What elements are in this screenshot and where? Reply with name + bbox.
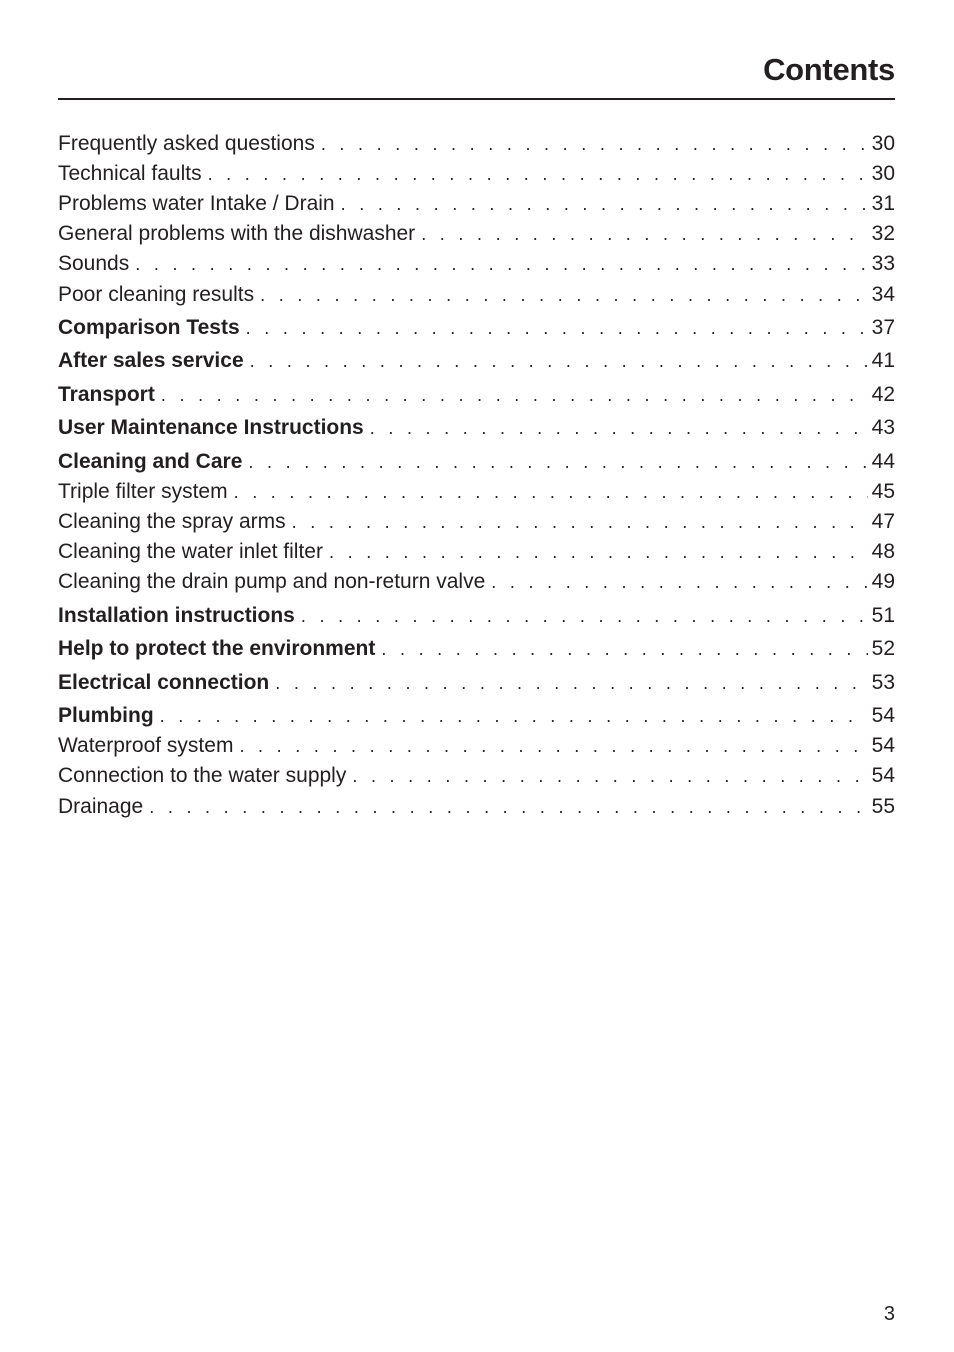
toc-entry-after-sales-service[interactable]: [58, 345, 895, 377]
toc-entry-page: 53: [868, 667, 895, 699]
toc-entry-page: 45: [868, 476, 895, 508]
toc-entry-triple-filter-system[interactable]: [58, 476, 895, 508]
toc-entry-label: Transport: [58, 379, 161, 411]
toc-entry-connection-water-supply[interactable]: [58, 760, 895, 792]
toc-entry-waterproof-system[interactable]: [58, 730, 895, 762]
toc-dot-leader: [321, 128, 868, 160]
toc-entry-transport[interactable]: [58, 379, 895, 411]
toc-entry-label: Problems water Intake / Drain: [58, 188, 341, 220]
toc-entry-label: Plumbing: [58, 700, 160, 732]
toc-entry-installation-instructions[interactable]: [58, 600, 895, 632]
toc-entry-page: 33: [868, 248, 895, 280]
toc-entry-page: 54: [868, 730, 895, 762]
toc-entry-page: 54: [868, 760, 895, 792]
toc-entry-general-problems[interactable]: [58, 218, 895, 250]
toc-entry-sounds[interactable]: [58, 248, 895, 280]
toc-entry-technical-faults[interactable]: [58, 158, 895, 190]
toc-entry-page: 41: [868, 345, 895, 377]
toc-entry-label: Technical faults: [58, 158, 208, 190]
toc-dot-leader: [135, 248, 867, 280]
toc-dot-leader: [421, 218, 867, 250]
toc-entry-page: 51: [868, 600, 895, 632]
toc-dot-leader: [208, 158, 868, 190]
toc-entry-poor-cleaning-results[interactable]: [58, 279, 895, 311]
toc-dot-leader: [250, 345, 868, 377]
toc-entry-label: Sounds: [58, 248, 135, 280]
toc-dot-leader: [292, 506, 868, 538]
toc-entry-drainage[interactable]: [58, 791, 895, 823]
toc-entry-label: Electrical connection: [58, 667, 275, 699]
toc-entry-page: 49: [868, 566, 895, 598]
page-number: 3: [883, 1303, 895, 1325]
toc-entry-label: User Maintenance Instructions: [58, 412, 370, 444]
toc-entry-page: 44: [868, 446, 895, 478]
toc-entry-label: Waterproof system: [58, 730, 239, 762]
toc-entry-label: Help to protect the environment: [58, 633, 381, 665]
toc-dot-leader: [248, 446, 867, 478]
toc-dot-leader: [301, 600, 868, 632]
toc-entry-electrical-connection[interactable]: [58, 667, 895, 699]
toc-entry-page: 30: [868, 158, 895, 190]
toc-entry-help-protect-environment[interactable]: [58, 633, 895, 665]
page-title: Contents: [763, 52, 895, 87]
toc-entry-page: 54: [868, 700, 895, 732]
toc-entry-page: 55: [868, 791, 895, 823]
toc-entry-page: 34: [868, 279, 895, 311]
toc-entry-page: 48: [868, 536, 895, 568]
toc-dot-leader: [352, 760, 867, 792]
toc-dot-leader: [370, 412, 868, 444]
toc-entry-cleaning-drain-pump[interactable]: [58, 566, 895, 598]
toc-entry-label: Poor cleaning results: [58, 279, 260, 311]
toc-entry-label: Drainage: [58, 791, 149, 823]
toc-entry-page: 52: [868, 633, 895, 665]
toc-entry-label: Installation instructions: [58, 600, 301, 632]
toc-entry-plumbing[interactable]: [58, 700, 895, 732]
toc-entry-label: General problems with the dishwasher: [58, 218, 421, 250]
toc-entry-label: Comparison Tests: [58, 312, 246, 344]
title-rule: [58, 98, 895, 100]
toc-dot-leader: [239, 730, 867, 762]
toc-entry-label: Cleaning and Care: [58, 446, 248, 478]
toc-dot-leader: [260, 279, 868, 311]
toc-dot-leader: [275, 667, 867, 699]
toc-entry-label: Triple filter system: [58, 476, 234, 508]
toc-dot-leader: [491, 566, 867, 598]
toc-entry-label: Cleaning the spray arms: [58, 506, 292, 538]
toc-entry-page: 42: [868, 379, 895, 411]
toc-entry-user-maintenance-instructions[interactable]: [58, 412, 895, 444]
toc-dot-leader: [381, 633, 867, 665]
toc-entry-label: Frequently asked questions: [58, 128, 321, 160]
toc-entry-page: 30: [868, 128, 895, 160]
toc-entry-cleaning-water-inlet-filter[interactable]: [58, 536, 895, 568]
toc-entry-page: 43: [868, 412, 895, 444]
toc-dot-leader: [246, 312, 868, 344]
toc-dot-leader: [234, 476, 868, 508]
toc-entry-page: 37: [868, 312, 895, 344]
toc-entry-label: Cleaning the water inlet filter: [58, 536, 329, 568]
toc-entry-page: 47: [868, 506, 895, 538]
toc-dot-leader: [329, 536, 868, 568]
toc-entry-label: Cleaning the drain pump and non-return valve: [58, 566, 491, 598]
toc-entry-page: 32: [868, 218, 895, 250]
toc-entry-label: After sales service: [58, 345, 250, 377]
toc-dot-leader: [149, 791, 867, 823]
toc-dot-leader: [341, 188, 868, 220]
toc-entry-frequently-asked-questions[interactable]: [58, 128, 895, 160]
toc-entry-label: Connection to the water supply: [58, 760, 352, 792]
toc-dot-leader: [161, 379, 868, 411]
toc-entry-comparison-tests[interactable]: [58, 312, 895, 344]
toc-entry-cleaning-spray-arms[interactable]: [58, 506, 895, 538]
toc-entry-cleaning-and-care[interactable]: [58, 446, 895, 478]
toc-entry-page: 31: [868, 188, 895, 220]
toc-dot-leader: [160, 700, 868, 732]
toc-entry-problems-water-intake-drain[interactable]: [58, 188, 895, 220]
